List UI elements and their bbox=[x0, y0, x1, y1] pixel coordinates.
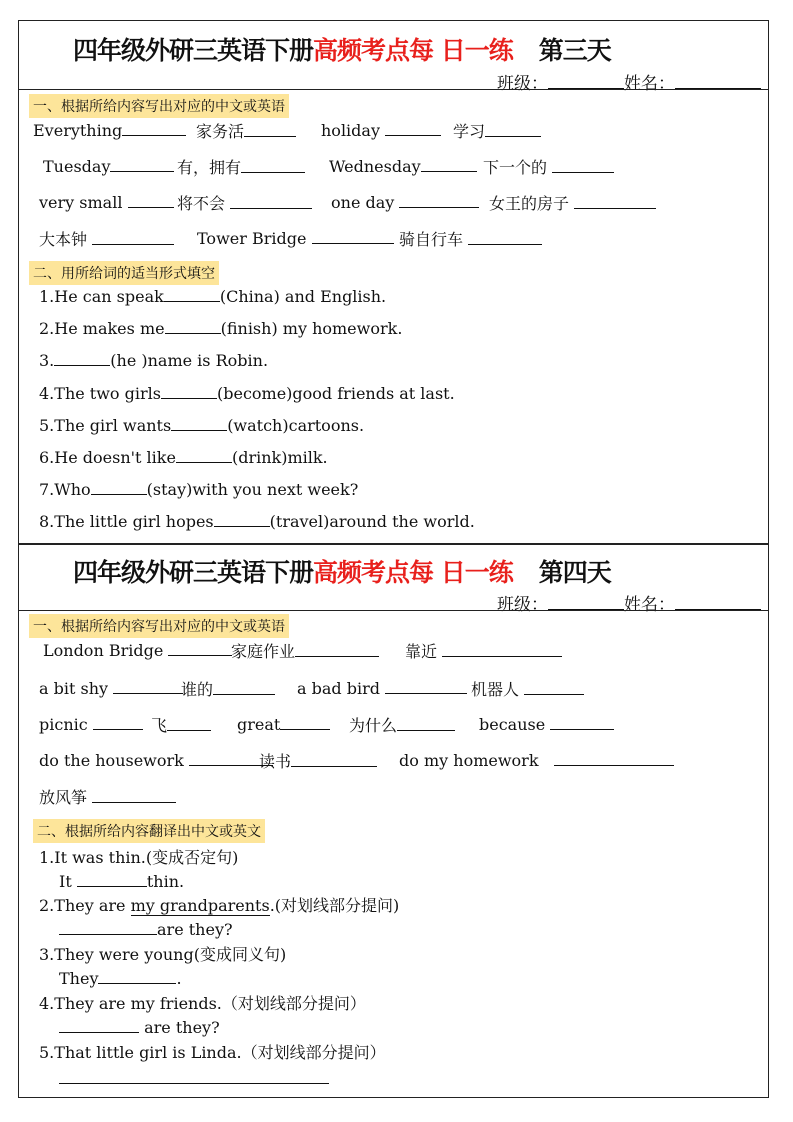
day3-title-day: 第三天 bbox=[538, 36, 611, 65]
day3-section1-heading: 一、根据所给内容写出对应的中文或英语 bbox=[29, 94, 289, 118]
day3-name-blank[interactable] bbox=[675, 72, 761, 89]
answer-blank[interactable] bbox=[385, 119, 441, 136]
answer-blank[interactable] bbox=[552, 156, 614, 173]
vocab-item: 家务活 bbox=[196, 122, 245, 141]
vocab-item: do my homework bbox=[399, 751, 539, 770]
day4-q2-prompt bbox=[39, 893, 399, 916]
day4-class-label: 班级： bbox=[497, 595, 548, 615]
answer-blank[interactable] bbox=[554, 749, 674, 766]
vocab-item: 骑自行车 bbox=[399, 230, 464, 249]
day4-vocab-row bbox=[19, 677, 768, 699]
vocab-item: one day bbox=[331, 193, 395, 212]
vocab-item: very small bbox=[39, 193, 123, 212]
vocab-item: 将不会 bbox=[177, 194, 226, 213]
question-item bbox=[39, 414, 364, 435]
day4-name-blank[interactable] bbox=[675, 593, 761, 610]
vocab-item: do the housework bbox=[39, 751, 184, 770]
day3-class-blank[interactable] bbox=[548, 72, 624, 89]
vocab-item: 学习 bbox=[453, 122, 486, 141]
question-suffix: (stay)with you next week? bbox=[146, 480, 359, 500]
day3-class-name-line bbox=[497, 69, 761, 94]
answer-blank[interactable] bbox=[59, 1016, 139, 1033]
question-suffix: (finish) my homework. bbox=[220, 319, 403, 339]
answer-blank[interactable] bbox=[399, 191, 479, 208]
day4-q5-prompt: 5.That little girl is Linda.（对划线部分提问） bbox=[39, 1043, 386, 1062]
answer-blank[interactable] bbox=[171, 414, 227, 431]
question-prefix: 2.He makes me bbox=[39, 319, 165, 339]
day4-vocab-row bbox=[19, 749, 768, 771]
day4-section2-heading: 二、根据所给内容翻译出中文或英文 bbox=[33, 819, 265, 843]
day4-q4-prompt: 4.They are my friends.（对划线部分提问） bbox=[39, 994, 366, 1013]
vocab-item: Tower Bridge bbox=[197, 229, 307, 248]
question-suffix: (watch)cartoons. bbox=[227, 415, 365, 435]
day3-class-label: 班级： bbox=[497, 74, 548, 94]
question-prefix: 7.Who bbox=[39, 480, 91, 500]
vocab-item: 机器人 bbox=[471, 680, 520, 699]
vocab-item: 大本钟 bbox=[39, 230, 88, 249]
vocab-item: 靠近 bbox=[405, 642, 438, 661]
day3-vocab-row bbox=[19, 191, 768, 213]
question-prefix: 8.The little girl hopes bbox=[39, 512, 214, 532]
answer-blank[interactable] bbox=[244, 120, 296, 137]
answer-blank[interactable] bbox=[442, 640, 562, 657]
answer-blank[interactable] bbox=[291, 750, 377, 767]
question-item bbox=[39, 285, 386, 306]
vocab-item: 有，拥有 bbox=[177, 158, 242, 177]
answer-blank[interactable] bbox=[421, 155, 477, 172]
q2-prefix: 2.They are bbox=[39, 896, 131, 915]
day3-title-black: 四年级外研三英语下册 bbox=[73, 36, 314, 65]
answer-blank[interactable] bbox=[550, 713, 614, 730]
q2-underlined-part: my grandparents bbox=[130, 896, 270, 915]
q2-suffix: .(对划线部分提问) bbox=[269, 896, 400, 915]
q3-answer-prefix: They bbox=[59, 969, 99, 988]
day4-worksheet bbox=[18, 544, 769, 1098]
vocab-item: 读书 bbox=[259, 752, 292, 771]
day3-name-label: 姓名： bbox=[624, 74, 675, 94]
question-prefix: 6.He doesn't like bbox=[39, 448, 176, 467]
q1-answer-suffix: thin. bbox=[146, 872, 185, 891]
vocab-item: 为什么 bbox=[349, 716, 398, 735]
vocab-item: London Bridge bbox=[43, 641, 164, 660]
day4-q5-answer bbox=[59, 1067, 329, 1088]
vocab-item: 女王的房子 bbox=[489, 194, 570, 213]
day4-vocab-row bbox=[19, 639, 768, 661]
q3-answer-suffix: . bbox=[176, 969, 182, 988]
answer-blank[interactable] bbox=[110, 155, 174, 172]
day4-q3-prompt: 3.They were young(变成同义句) bbox=[39, 945, 287, 964]
answer-blank[interactable] bbox=[397, 714, 455, 731]
q4-answer-suffix: are they? bbox=[144, 1018, 220, 1037]
question-item bbox=[39, 478, 358, 499]
question-item bbox=[39, 446, 328, 467]
question-prefix: 1.He can speak bbox=[39, 287, 164, 306]
answer-blank[interactable] bbox=[92, 786, 176, 803]
answer-blank[interactable] bbox=[241, 156, 305, 173]
day4-title-red: 高频考点每 日一练 bbox=[313, 558, 513, 587]
day4-name-label: 姓名： bbox=[624, 595, 675, 615]
vocab-item: Wednesday bbox=[329, 157, 421, 176]
vocab-item: 家庭作业 bbox=[231, 642, 296, 661]
answer-blank[interactable] bbox=[59, 1067, 329, 1084]
vocab-item: Tuesday bbox=[43, 157, 111, 176]
answer-blank[interactable] bbox=[54, 349, 110, 366]
day3-title bbox=[73, 31, 611, 67]
question-item bbox=[39, 349, 268, 370]
answer-blank[interactable] bbox=[295, 640, 379, 657]
answer-blank[interactable] bbox=[98, 967, 176, 984]
answer-blank[interactable] bbox=[113, 677, 183, 694]
answer-blank[interactable] bbox=[176, 446, 232, 463]
question-prefix: 4.The two girls bbox=[39, 383, 161, 403]
question-item bbox=[39, 382, 455, 403]
vocab-item: Everything bbox=[33, 121, 123, 140]
vocab-item: holiday bbox=[321, 121, 380, 140]
vocab-item: 谁的 bbox=[181, 680, 214, 699]
answer-blank[interactable] bbox=[161, 382, 217, 399]
answer-blank[interactable] bbox=[230, 192, 312, 209]
answer-blank[interactable] bbox=[280, 713, 330, 730]
vocab-item: 飞 bbox=[151, 716, 168, 735]
answer-blank[interactable] bbox=[168, 639, 232, 656]
day4-q4-answer bbox=[59, 1016, 220, 1037]
day4-class-blank[interactable] bbox=[548, 593, 624, 610]
answer-blank[interactable] bbox=[574, 192, 656, 209]
answer-blank[interactable] bbox=[167, 714, 211, 731]
day3-vocab-row bbox=[19, 155, 768, 177]
vocab-item: 下一个的 bbox=[483, 158, 548, 177]
question-prefix: 5.The girl wants bbox=[39, 415, 172, 435]
question-suffix: (become)good friends at last. bbox=[216, 383, 455, 403]
answer-blank[interactable] bbox=[91, 478, 147, 495]
day4-section1-heading: 一、根据所给内容写出对应的中文或英语 bbox=[29, 614, 289, 638]
day4-class-name-line bbox=[497, 590, 761, 615]
vocab-item: a bad bird bbox=[297, 679, 380, 698]
day4-vocab-row bbox=[19, 785, 768, 807]
day4-divider bbox=[19, 610, 768, 611]
day3-section2-heading: 二、用所给词的适当形式填空 bbox=[29, 261, 219, 285]
answer-blank[interactable] bbox=[468, 228, 542, 245]
day4-title-day: 第四天 bbox=[538, 558, 611, 587]
answer-blank[interactable] bbox=[214, 510, 270, 527]
vocab-item: a bit shy bbox=[39, 679, 109, 698]
answer-blank[interactable] bbox=[524, 678, 584, 695]
answer-blank[interactable] bbox=[164, 285, 220, 302]
day4-q1-prompt: 1.It was thin.(变成否定句) bbox=[39, 848, 239, 867]
answer-blank[interactable] bbox=[93, 713, 143, 730]
day3-divider bbox=[19, 89, 768, 90]
vocab-item: great bbox=[237, 715, 281, 734]
answer-blank[interactable] bbox=[92, 228, 174, 245]
q2-answer-suffix: are they? bbox=[157, 920, 233, 939]
day4-q3-answer bbox=[59, 967, 182, 988]
day4-q1-answer bbox=[59, 870, 184, 891]
day4-title-black: 四年级外研三英语下册 bbox=[73, 558, 314, 587]
vocab-item: picnic bbox=[39, 715, 88, 734]
answer-blank[interactable] bbox=[128, 191, 174, 208]
answer-blank[interactable] bbox=[59, 918, 157, 935]
answer-blank[interactable] bbox=[77, 870, 147, 887]
vocab-item: because bbox=[479, 715, 546, 734]
answer-blank[interactable] bbox=[122, 119, 186, 136]
answer-blank[interactable] bbox=[165, 317, 221, 334]
answer-blank[interactable] bbox=[312, 227, 394, 244]
answer-blank[interactable] bbox=[485, 120, 541, 137]
q1-answer-prefix: It bbox=[59, 872, 72, 891]
vocab-item: 放风筝 bbox=[39, 788, 88, 807]
day4-vocab-row bbox=[19, 713, 768, 735]
day3-vocab-row bbox=[19, 119, 768, 141]
question-suffix: (China) and English. bbox=[219, 287, 387, 306]
day3-worksheet bbox=[18, 20, 769, 544]
question-suffix: (travel)around the world. bbox=[269, 512, 475, 532]
day3-title-red: 高频考点每 日一练 bbox=[313, 36, 513, 65]
question-item bbox=[39, 510, 475, 531]
day3-vocab-row bbox=[19, 227, 768, 249]
question-suffix: (drink)milk. bbox=[231, 448, 328, 467]
question-item bbox=[39, 317, 402, 338]
question-prefix: 3. bbox=[39, 351, 55, 371]
day4-q2-answer bbox=[59, 918, 233, 939]
answer-blank[interactable] bbox=[385, 677, 467, 694]
day4-title bbox=[73, 553, 611, 589]
answer-blank[interactable] bbox=[213, 678, 275, 695]
question-suffix: (he )name is Robin. bbox=[110, 351, 269, 371]
